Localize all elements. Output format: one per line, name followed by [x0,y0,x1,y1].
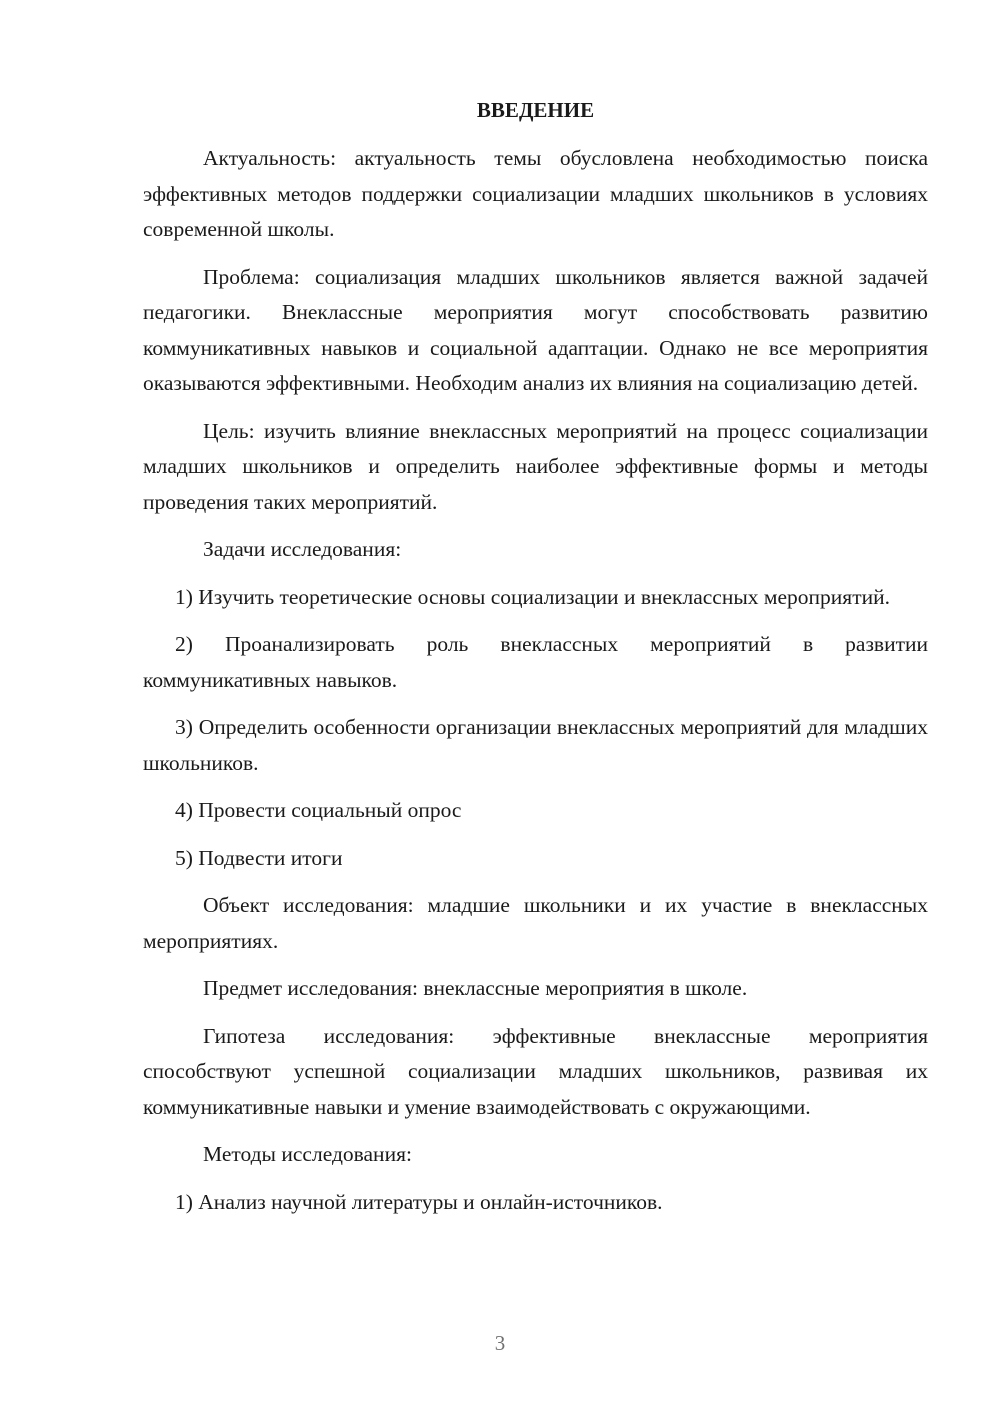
document-page [143,92,928,1232]
paragraph-hypothesis: Гипотеза исследования: эффективные внеклассные мероприятия способствуют успешной социализации младших школьников, развивая их коммуникативные навыки и умение взаимодействовать с окружающими. [143,1023,928,1119]
task-item-5: 5) Подвести итоги [175,845,343,870]
paragraph-subject: Предмет исследования: внеклассные мероприятия в школе. [203,976,748,1000]
paragraph-goal: Цель: изучить влияние внеклассных мероприятий на процесс социализации младших школьников и определить наиболее эффективные формы и методы проведения таких мероприятий. [143,418,928,514]
task-item-1: 1) Изучить теоретические основы социализации и внеклассных мероприятий. [175,584,890,609]
paragraph-problem: Проблема: социализация младших школьников является важной задачей педагогики. Внеклассные мероприятия могут способствовать развитию коммуникативных навыков и социальной адаптации. Однако не все мероприятия оказываются эффективными. Необходим анализ их влияния на социализацию детей. [143,264,928,395]
task-item-4: 4) Провести социальный опрос [175,798,462,822]
section-title: ВВЕДЕНИЕ [476,98,595,122]
task-item-3: 3) Определить особенности организации внеклассных мероприятий для младших школьников. [143,715,928,775]
paragraph-object: Объект исследования: младшие школьники и их участие в внеклассных мероприятиях. [143,893,928,953]
method-item-1: 1) Анализ научной литературы и онлайн-источников. [175,1189,663,1214]
task-item-2: 2) Проанализировать роль внеклассных мероприятий в развитии коммуникативных навыков. [143,632,928,692]
page-number: 3 [494,1331,506,1355]
methods-heading: Методы исследования: [203,1142,412,1166]
tasks-heading: Задачи исследования: [203,537,402,561]
paragraph-relevance: Актуальность: актуальность темы обусловлена необходимостью поиска эффективных методов поддержки социализации младших школьников в условиях современной школы. [143,146,928,241]
